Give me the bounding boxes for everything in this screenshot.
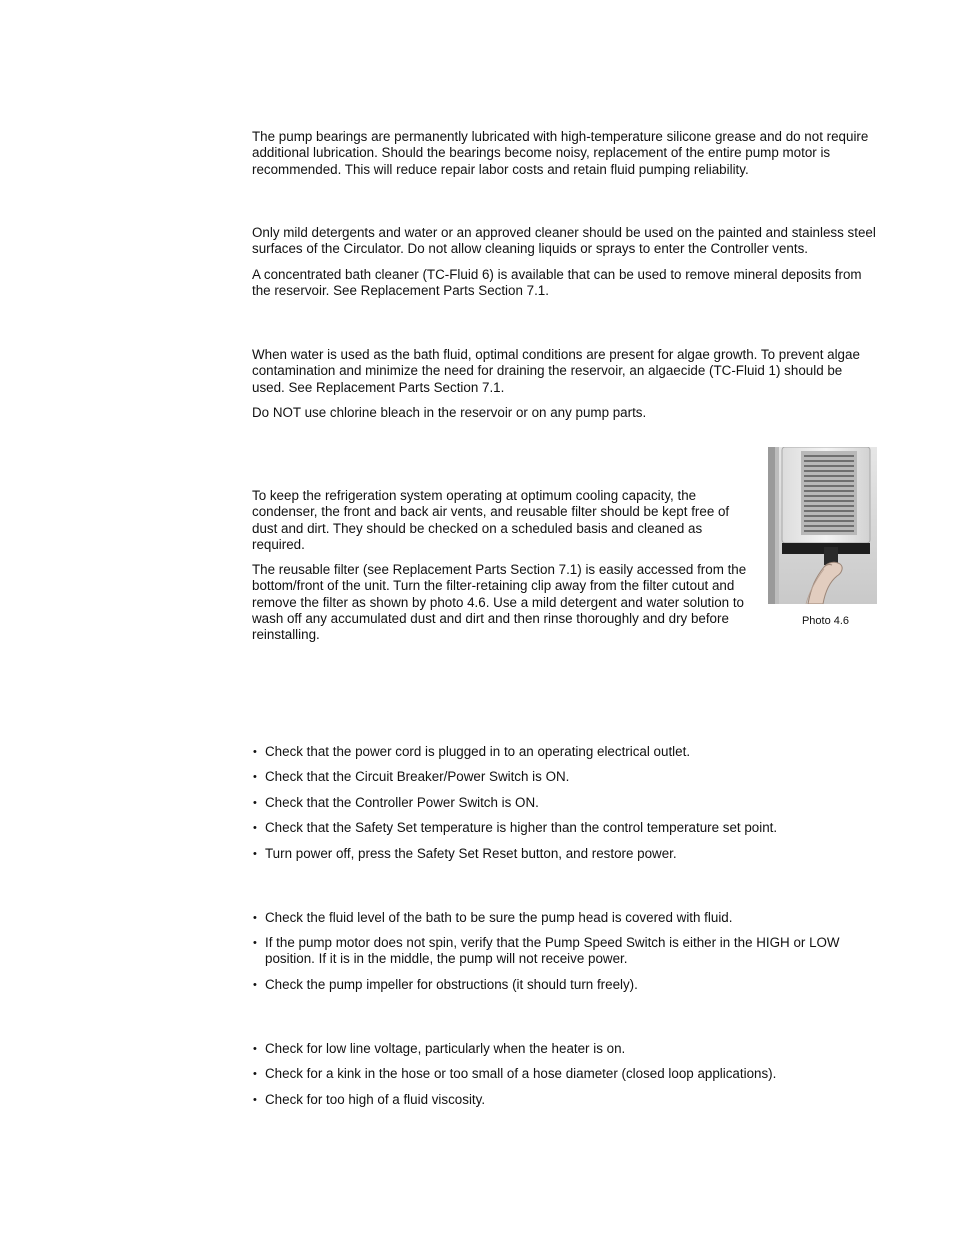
list-item: [252, 846, 877, 862]
bullet-icon: •: [253, 797, 257, 809]
bullet-icon: •: [253, 912, 257, 924]
bullet-icon: •: [253, 746, 257, 758]
bullet-icon: •: [253, 979, 257, 991]
bullet-icon: •: [253, 848, 257, 860]
list-item-text: Check the fluid level of the bath to be sure the pump head is covered with fluid.: [265, 910, 733, 925]
list-item-text: Turn power off, press the Safety Set Reset button, and restore power.: [265, 846, 677, 861]
list-item: [252, 769, 877, 785]
refrigeration-paragraph-2: The reusable filter (see Replacement Parts Section 7.1) is easily accessed from the bottom/front of the unit. Turn the filter-retaining clip away from the filter cutout and remove the filter as shown by photo 4.6. Use a mild detergent and water solution to wash off any accumulated dust and dirt and then rinse thoroughly and dry before reinstalling.: [252, 562, 747, 643]
bullet-icon: •: [253, 937, 257, 949]
algae-paragraph-2: Do NOT use chlorine bleach in the reservoir or on any pump parts.: [252, 405, 647, 420]
list-item-text: Check the pump impeller for obstructions (it should turn freely).: [265, 977, 638, 992]
list-item: [252, 1092, 877, 1108]
list-item-text: Check that the power cord is plugged in to an operating electrical outlet.: [265, 744, 691, 759]
bullet-icon: •: [253, 771, 257, 783]
pump-bearings-paragraph: The pump bearings are permanently lubricated with high-temperature silicone grease and do not require additional lubrication. Should the bearings become noisy, replacement of the entire pump motor is recommended. This will reduce repair labor costs and retain fluid pumping reliability.: [252, 129, 869, 177]
list-item: [252, 1041, 877, 1057]
list-item: [252, 1066, 877, 1082]
list-item: [252, 795, 877, 811]
list-item-text: Check that the Controller Power Switch is ON.: [265, 795, 539, 810]
list-item: [252, 935, 877, 968]
list-item-text: Check that the Circuit Breaker/Power Switch is ON.: [265, 769, 570, 784]
photo-caption: Photo 4.6: [801, 615, 850, 627]
list-item: [252, 820, 877, 836]
list-item-text: Check for too high of a fluid viscosity.: [265, 1092, 486, 1107]
filter-removal-photo: [768, 447, 877, 604]
list-item-text: If the pump motor does not spin, verify that the Pump Speed Switch is either in the HIGH or LOW position. If it is in the middle, the pump will not receive power.: [265, 935, 840, 967]
bullet-icon: •: [253, 1094, 257, 1106]
list-item-text: Check for a kink in the hose or too small of a hose diameter (closed loop applications).: [265, 1066, 777, 1081]
bullet-icon: •: [253, 822, 257, 834]
cleaning-paragraph-1: Only mild detergents and water or an approved cleaner should be used on the painted and stainless steel surfaces of the Circulator. Do not allow cleaning liquids or sprays to enter the Controller vents.: [252, 225, 876, 257]
algae-paragraph-1: When water is used as the bath fluid, optimal conditions are present for algae growth. To prevent algae contamination and minimize the need for draining the reservoir, an algaecide (TC-Fluid 1) should be used. See Replacement Parts Section 7.1.: [252, 347, 860, 395]
list-item: [252, 977, 877, 993]
bullet-icon: •: [253, 1068, 257, 1080]
refrigeration-paragraph-1: To keep the refrigeration system operating at optimum cooling capacity, the condenser, the front and back air vents, and reusable filter should be kept free of dust and dirt. They should be checked on a scheduled basis and cleaned as required.: [252, 488, 730, 552]
bullet-icon: •: [253, 1043, 257, 1055]
list-item-text: Check for low line voltage, particularly when the heater is on.: [265, 1041, 626, 1056]
cleaning-paragraph-2: A concentrated bath cleaner (TC-Fluid 6) is available that can be used to remove mineral deposits from the reservoir. See Replacement Parts Section 7.1.: [252, 267, 862, 299]
list-item: [252, 910, 877, 926]
list-item-text: Check that the Safety Set temperature is higher than the control temperature set point.: [265, 820, 778, 835]
list-item: [252, 744, 877, 760]
